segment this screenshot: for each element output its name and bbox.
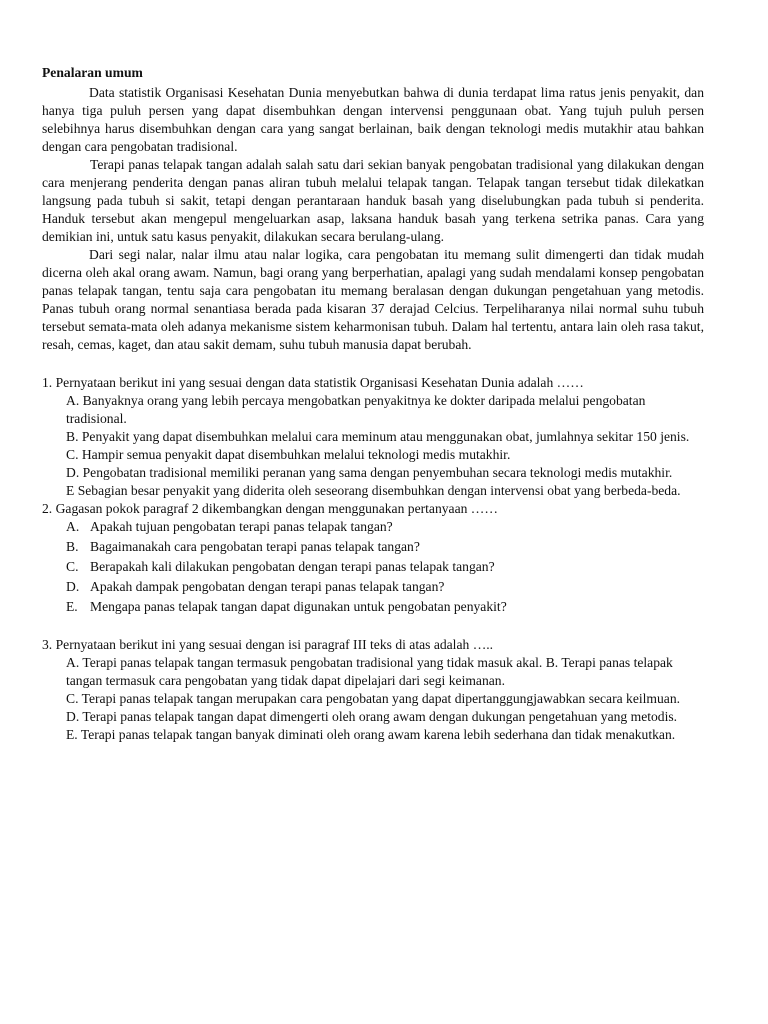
question-1-text: 1. Pernyataan berikut ini yang sesuai dengan data statistik Organisasi Kesehatan Dunia adalah …… xyxy=(42,375,584,390)
option-3a: A. Terapi panas telapak tangan termasuk pengobatan tradisional yang tidak masuk akal. B. Terapi panas telapak tangan termasuk cara pengobatan yang tidak dapat dipelajari dari segi keimanan. xyxy=(66,655,673,688)
question-3-text: 3. Pernyataan berikut ini yang sesuai dengan isi paragraf III teks di atas adalah ….. xyxy=(42,637,494,652)
paragraph-2: Terapi panas telapak tangan adalah salah satu dari sekian banyak pengobatan tradisional yang dilakukan dengan cara menjerang penderita dengan panas aliran tubuh melalui telapak tangan. Telapak tangan tersebut tidak dilekatkan langsung pada tubuh si sakit, tetapi dengan perantaraan handuk basah yang diselubungkan pada tubuh si penderita. Handuk tersebut akan mengepul mengeluarkan asap, laksana handuk basah yang terkena setrika panas. Cara yang demikian ini, untuk satu kasus penyakit, dilakukan secara berulang-ulang. xyxy=(42,157,704,244)
paragraph-3: Dari segi nalar, nalar ilmu atau nalar logika, cara pengobatan itu memang sulit dimengerti dan tidak mudah dicerna oleh akal orang awam. Namun, bagi orang yang berperhatian, apalagi yang sudah mendalami konsep pengobatan panas telapak tangan, tentu saja cara pengobatan itu memang beralasan dengan dukungan pengetahuan yang metodis. Panas tubuh orang normal senantiasa berada pada kisaran 37 derajad Celcius. Terpeliharanya nilai normal suhu tubuh tersebut semata-mata oleh adanya mekanisme sistem keharmonisan tubuh. Dalam hal tertentu, antara lain oleh rasa takut, resah, cemas, kaget, dan atau sakit demam, suhu tubuh manusia dapat berubah. xyxy=(42,247,704,352)
question-2-options xyxy=(66,518,704,616)
option-2e xyxy=(66,598,704,616)
spacer xyxy=(42,618,704,636)
option-label: E. xyxy=(66,599,78,614)
option-text: Berapakah kali dilakukan pengobatan dengan terapi panas telapak tangan? xyxy=(90,559,495,574)
option-2b xyxy=(66,538,704,556)
option-3e: E. Terapi panas telapak tangan banyak diminati oleh orang awam karena lebih sederhana dan tidak menakutkan. xyxy=(66,727,676,742)
option-1c: C. Hampir semua penyakit dapat disembuhkan melalui teknologi medis mutakhir. xyxy=(66,447,511,462)
question-1-options xyxy=(66,392,704,500)
option-text: Mengapa panas telapak tangan dapat digunakan untuk pengobatan penyakit? xyxy=(90,599,507,614)
question-3 xyxy=(42,636,704,744)
question-2-text: 2. Gagasan pokok paragraf 2 dikembangkan dengan menggunakan pertanyaan …… xyxy=(42,501,498,516)
option-1e: E Sebagian besar penyakit yang diderita oleh seseorang disembuhkan dengan intervensi obat yang berbeda-beda. xyxy=(66,483,681,498)
document-title: Penalaran umum xyxy=(42,65,143,80)
option-2d xyxy=(66,578,704,596)
option-label: A. xyxy=(66,519,80,534)
option-label: C. xyxy=(66,559,79,574)
option-label: B. xyxy=(66,539,79,554)
option-1a: A. Banyaknya orang yang lebih percaya mengobatkan penyakitnya ke dokter daripada melalui pengobatan tradisional. xyxy=(66,393,646,426)
spacer xyxy=(42,354,704,374)
question-3-options xyxy=(66,654,704,744)
option-text: Bagaimanakah cara pengobatan terapi panas telapak tangan? xyxy=(90,539,420,554)
option-1b: B. Penyakit yang dapat disembuhkan melalui cara meminum atau menggunakan obat, jumlahnya sekitar 150 jenis. xyxy=(66,429,690,444)
question-2 xyxy=(42,500,704,616)
option-label: D. xyxy=(66,579,80,594)
option-3c: C. Terapi panas telapak tangan merupakan cara pengobatan yang dapat dipertanggungjawabkan secara keilmuan. xyxy=(66,691,681,706)
option-2c xyxy=(66,558,704,576)
option-1d: D. Pengobatan tradisional memiliki peranan yang sama dengan penyembuhan secara teknologi medis mutakhir. xyxy=(66,465,673,480)
paragraph-1: Data statistik Organisasi Kesehatan Dunia menyebutkan bahwa di dunia terdapat lima ratus jenis penyakit, dan hanya tiga puluh persen yang dapat disembuhkan dengan intervensi penggunaan obat. Yang tujuh puluh persen selebihnya harus disembuhkan dengan cara yang sangat berlainan, baik dengan teknologi medis mutakhir atau bahkan dengan cara pengobatan tradisional. xyxy=(42,85,704,154)
option-2a xyxy=(66,518,704,536)
option-text: Apakah tujuan pengobatan terapi panas telapak tangan? xyxy=(90,519,393,534)
document xyxy=(42,64,704,744)
question-1 xyxy=(42,374,704,500)
option-3d: D. Terapi panas telapak tangan dapat dimengerti oleh orang awam dengan dukungan pengetahuan yang metodis. xyxy=(66,709,678,724)
option-text: Apakah dampak pengobatan dengan terapi panas telapak tangan? xyxy=(90,579,445,594)
